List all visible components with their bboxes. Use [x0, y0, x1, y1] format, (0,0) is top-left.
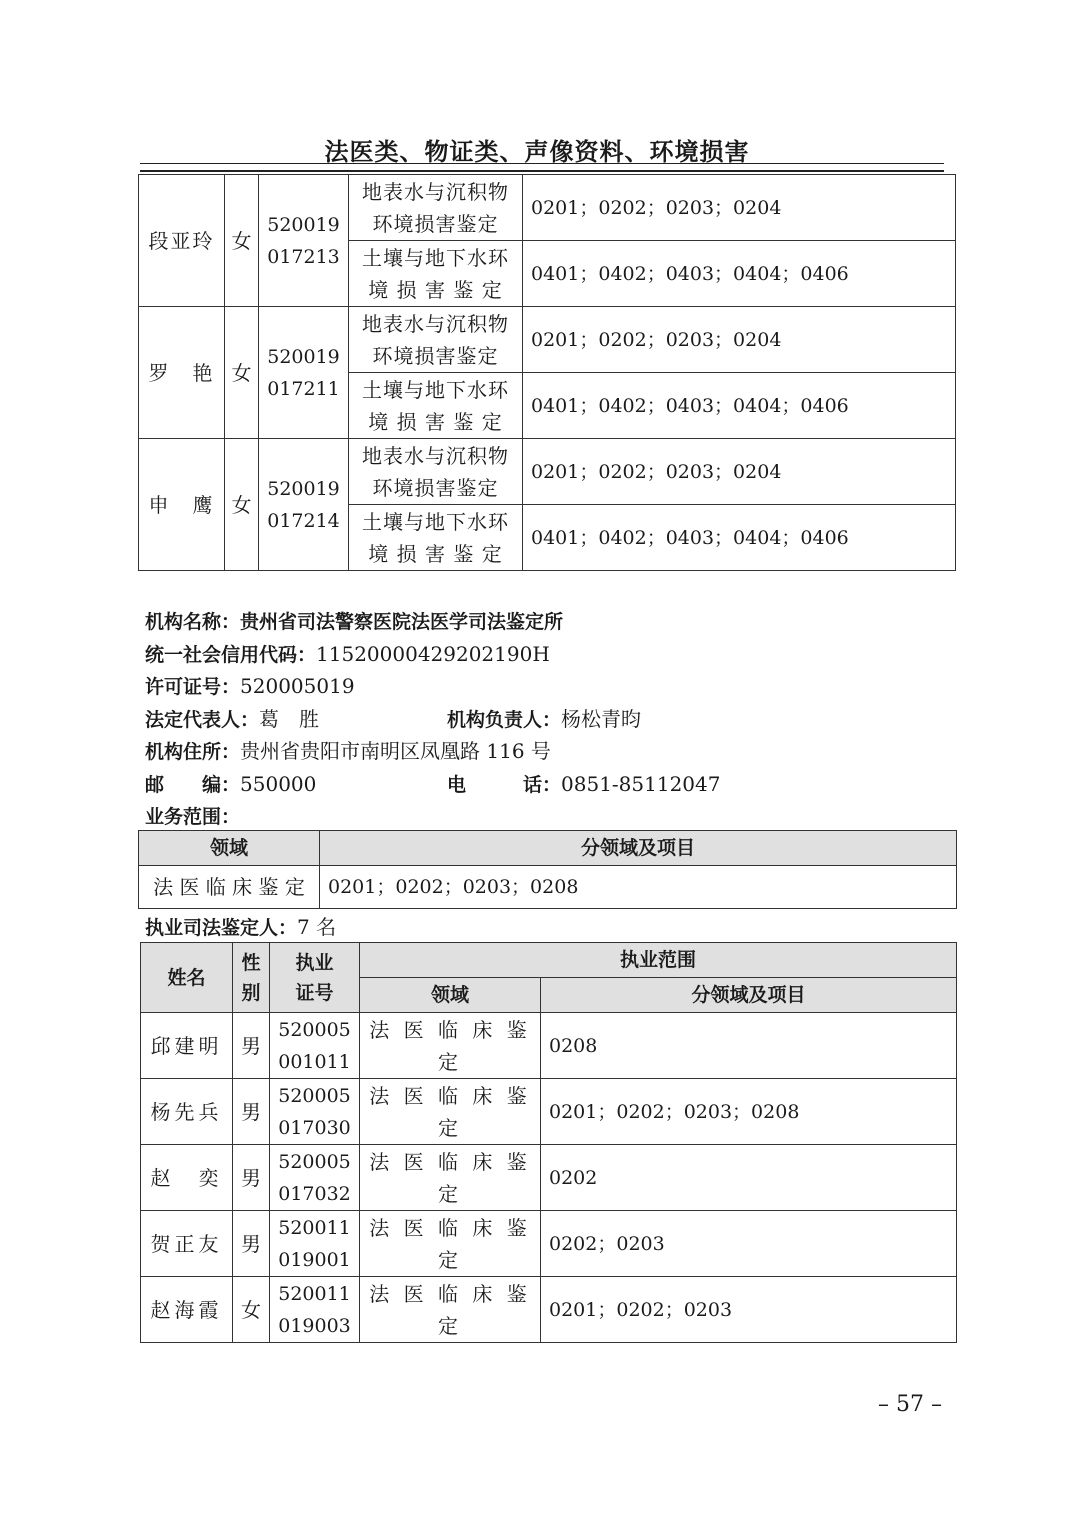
address: 贵州省贵阳市南明区凤凰路 116 号 — [240, 739, 551, 763]
field-cell: 地表水与沉积物 环境损害鉴定 — [349, 175, 523, 241]
table-row — [141, 1277, 957, 1343]
table-row — [139, 439, 956, 505]
appraiser-name: 申 鹰 — [139, 439, 225, 571]
appraiser-name: 赵海霞 — [141, 1277, 233, 1343]
header-sex: 性 别 — [233, 943, 270, 1013]
header-items: 分领域及项目 — [320, 831, 957, 866]
items-cell: 0201；0202；0203；0204 — [523, 439, 956, 505]
appraiser-sex: 男 — [233, 1211, 270, 1277]
field-cell: 土壤与地下水环 境 损 害 鉴 定 — [349, 373, 523, 439]
table-row — [139, 175, 956, 241]
license-number: 520005019 — [240, 674, 355, 698]
appraiser-cert: 520019 017211 — [259, 307, 349, 439]
header-field: 领域 — [139, 831, 320, 866]
scope-line — [145, 802, 240, 831]
phone-label: 电 话： — [447, 774, 562, 796]
appraiser-table-continued — [138, 174, 956, 571]
field-cell: 地表水与沉积物 环境损害鉴定 — [349, 439, 523, 505]
items-cell: 0208 — [541, 1013, 957, 1079]
appraiser-sex: 男 — [233, 1013, 270, 1079]
header-field: 领域 — [360, 978, 541, 1013]
postcode-label: 邮 编： — [145, 774, 241, 796]
head-label: 机构负责人： — [447, 709, 562, 731]
appraiser-sex: 女 — [225, 307, 259, 439]
postcode-line — [145, 770, 316, 799]
phone-line — [447, 770, 720, 799]
appraiser-sex: 男 — [233, 1079, 270, 1145]
page-number: – 57 – — [878, 1392, 942, 1417]
field-cell: 地表水与沉积物 环境损害鉴定 — [349, 307, 523, 373]
appraiser-name: 贺正友 — [141, 1211, 233, 1277]
table-row — [141, 1211, 957, 1277]
credit-code-label: 统一社会信用代码： — [145, 644, 317, 666]
table-row — [141, 1013, 957, 1079]
appraiser-count-line — [145, 913, 336, 942]
scope-label: 业务范围： — [145, 806, 241, 828]
field-cell: 法 医 临 床 鉴 定 — [360, 1211, 541, 1277]
items-cell: 0202；0203 — [541, 1211, 957, 1277]
table-header-row — [139, 831, 957, 866]
items-cell: 0201；0202；0203；0208 — [541, 1079, 957, 1145]
address-line — [145, 737, 551, 766]
scope-field: 法 医 临 床 鉴 定 — [139, 866, 320, 909]
header-items: 分领域及项目 — [541, 978, 957, 1013]
items-cell: 0401；0402；0403；0404；0406 — [523, 505, 956, 571]
appraiser-cert: 520005 017032 — [270, 1145, 360, 1211]
appraiser-cert: 520019 017214 — [259, 439, 349, 571]
table-row — [141, 1145, 957, 1211]
field-cell: 法 医 临 床 鉴 定 — [360, 1013, 541, 1079]
appraiser-sex: 男 — [233, 1145, 270, 1211]
credit-code: 11520000429202190H — [316, 642, 550, 666]
appraiser-count-label: 执业司法鉴定人： — [145, 917, 298, 939]
head-line — [447, 705, 641, 734]
header-scope: 执业范围 — [360, 943, 957, 978]
field-cell: 法 医 临 床 鉴 定 — [360, 1277, 541, 1343]
table-header-row — [141, 943, 957, 978]
items-cell: 0201；0202；0203；0204 — [523, 175, 956, 241]
items-cell: 0201；0202；0203 — [541, 1277, 957, 1343]
header-rule-thin — [140, 163, 944, 164]
field-cell: 土壤与地下水环 境 损 害 鉴 定 — [349, 505, 523, 571]
appraiser-name: 罗 艳 — [139, 307, 225, 439]
institution-name-label: 机构名称： — [145, 611, 241, 633]
appraiser-cert: 520011 019001 — [270, 1211, 360, 1277]
header-name: 姓名 — [141, 943, 233, 1013]
appraiser-cert: 520005 017030 — [270, 1079, 360, 1145]
appraiser-sex: 女 — [225, 175, 259, 307]
head: 杨松青昀 — [561, 707, 642, 731]
appraiser-name: 段亚玲 — [139, 175, 225, 307]
institution-name-line — [145, 607, 563, 636]
license-line — [145, 672, 355, 701]
appraiser-name: 赵 奕 — [141, 1145, 233, 1211]
page-header-title: 法医类、物证类、声像资料、环境损害 — [324, 137, 750, 166]
table-row — [139, 307, 956, 373]
appraiser-name: 邱建明 — [141, 1013, 233, 1079]
table-row — [139, 866, 957, 909]
field-cell: 土壤与地下水环 境 损 害 鉴 定 — [349, 241, 523, 307]
legal-rep-label: 法定代表人： — [145, 709, 260, 731]
appraiser-cert: 520019 017213 — [259, 175, 349, 307]
appraiser-sex: 女 — [225, 439, 259, 571]
table-row — [141, 1079, 957, 1145]
appraiser-sex: 女 — [233, 1277, 270, 1343]
items-cell: 0202 — [541, 1145, 957, 1211]
header-rule-thick — [140, 170, 944, 172]
license-label: 许可证号： — [145, 676, 241, 698]
scope-items: 0201；0202；0203；0208 — [320, 866, 957, 909]
field-cell: 法 医 临 床 鉴 定 — [360, 1145, 541, 1211]
appraiser-count: 7 名 — [297, 915, 337, 939]
institution-name: 贵州省司法警察医院法医学司法鉴定所 — [240, 611, 564, 633]
field-cell: 法 医 临 床 鉴 定 — [360, 1079, 541, 1145]
legal-rep-line — [145, 705, 319, 734]
items-cell: 0401；0402；0403；0404；0406 — [523, 241, 956, 307]
credit-code-line — [145, 640, 550, 669]
appraiser-cert: 520011 019003 — [270, 1277, 360, 1343]
legal-rep: 葛 胜 — [259, 707, 320, 731]
appraisers-table — [140, 942, 957, 1343]
address-label: 机构住所： — [145, 741, 241, 763]
business-scope-table — [138, 830, 957, 909]
appraiser-cert: 520005 001011 — [270, 1013, 360, 1079]
items-cell: 0401；0402；0403；0404；0406 — [523, 373, 956, 439]
appraiser-name: 杨先兵 — [141, 1079, 233, 1145]
header-cert: 执业 证号 — [270, 943, 360, 1013]
postcode: 550000 — [240, 772, 317, 796]
items-cell: 0201；0202；0203；0204 — [523, 307, 956, 373]
phone: 0851-85112047 — [561, 772, 721, 796]
